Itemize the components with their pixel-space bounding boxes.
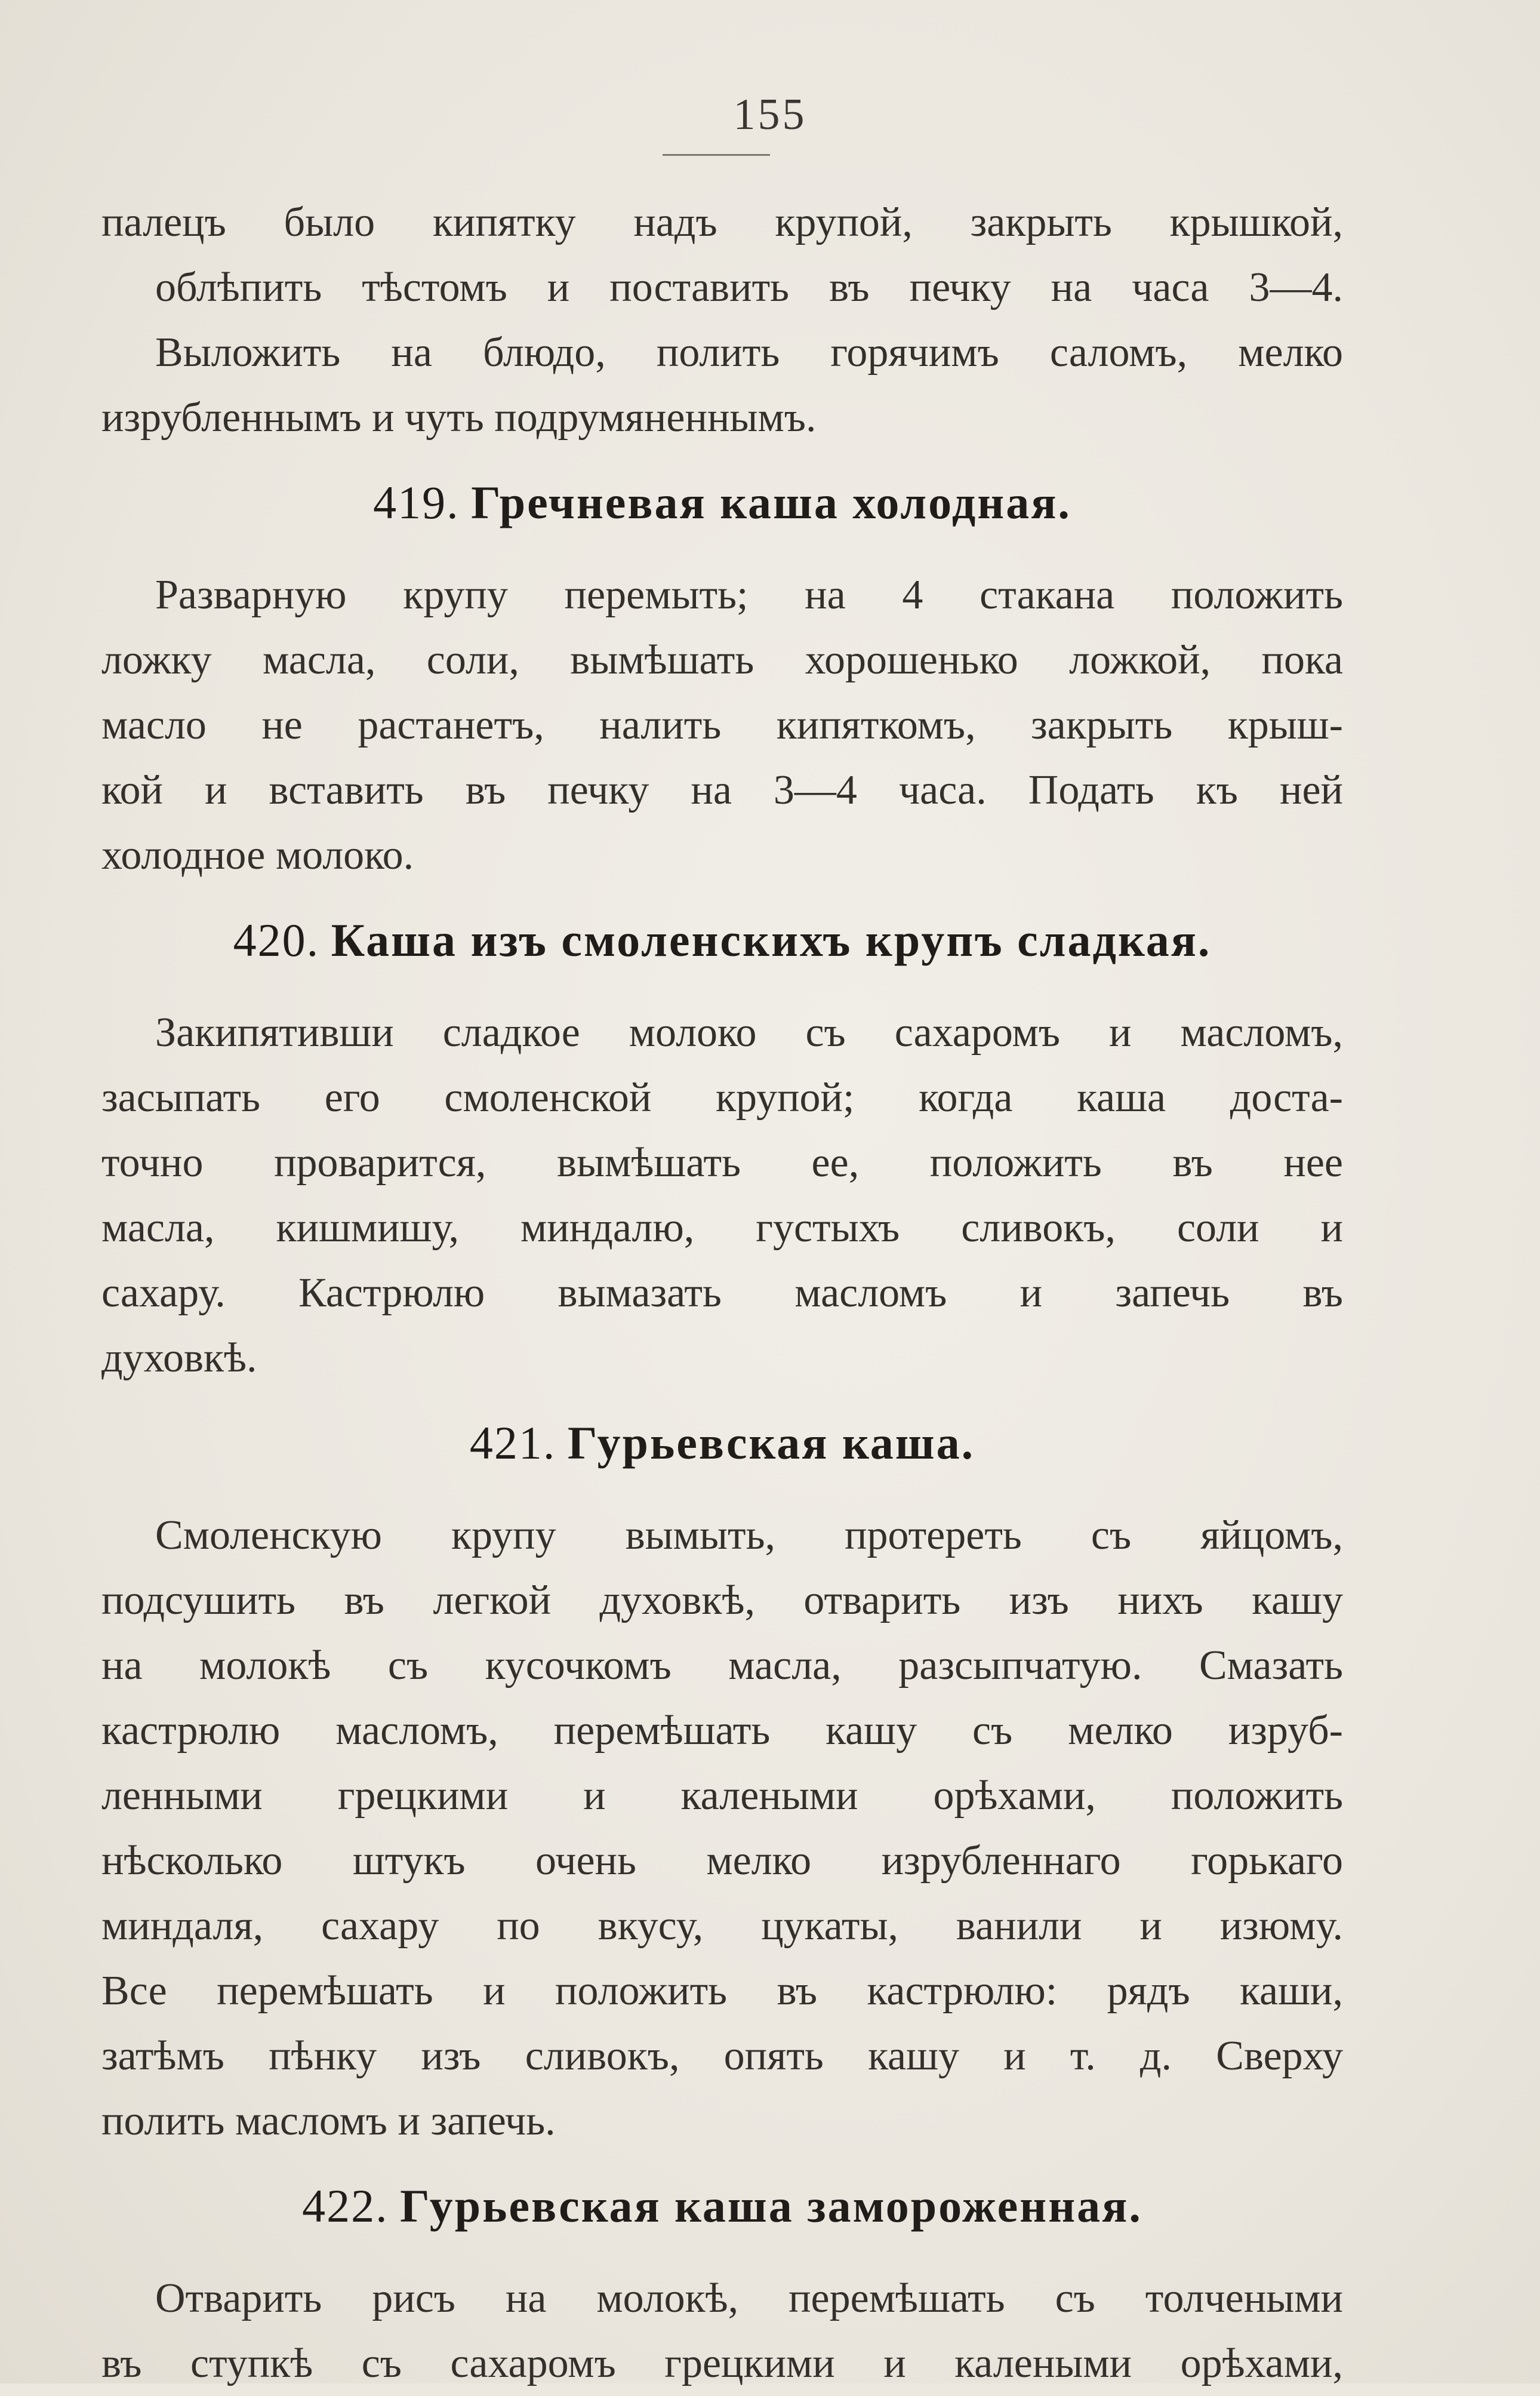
recipe-line: сахару. Кастрюлю вымазать масломъ и запечь въ (101, 1270, 1343, 1316)
intro-line: облѣпить тѣстомъ и поставить въ печку на часа 3—4. (155, 264, 1343, 310)
recipe-line: затѣмъ пѣнку изъ сливокъ, опять кашу и т. д. Сверху (101, 2033, 1343, 2079)
recipe-number: 419. (373, 476, 460, 528)
recipe-heading-422 (101, 2172, 1343, 2241)
recipe-line: Все перемѣшать и положить въ кастрюлю: рядъ каши, (101, 1968, 1343, 2014)
intro-line: изрубленнымъ и чуть подрумяненнымъ. (101, 395, 817, 441)
recipe-body-421 (101, 1503, 1343, 2154)
intro-line: палецъ было кипятку надъ крупой, закрыть крышкой, (101, 199, 1343, 245)
intro-paragraph (101, 190, 1343, 450)
recipe-body-420 (101, 1000, 1343, 1391)
recipe-heading-421 (101, 1408, 1343, 1478)
recipe-line: ленными грецкими и калеными орѣхами, положить (101, 1773, 1343, 1819)
recipe-title: Гурьевская каша замороженная. (400, 2180, 1142, 2232)
page-content (101, 190, 1343, 2396)
recipe-line: засыпать его смоленской крупой; когда каша доста- (101, 1075, 1343, 1121)
recipe-body-419 (101, 562, 1343, 888)
recipe-heading-420 (101, 906, 1343, 975)
recipe-line: масло не растанетъ, налить кипяткомъ, закрыть крыш- (101, 702, 1343, 748)
recipe-title: Гречневая каша холодная. (471, 476, 1071, 528)
recipe-line: подсушить въ легкой духовкѣ, отварить изъ нихъ кашу (101, 1577, 1343, 1623)
recipe-line: холодное молоко. (101, 832, 414, 878)
recipe-heading-419 (101, 468, 1343, 537)
recipe-number: 420. (233, 914, 320, 966)
recipe-line: точно проварится, вымѣшать ее, положить въ нее (101, 1140, 1343, 1186)
recipe-line: духовкѣ. (101, 1335, 257, 1381)
recipe-line: Разварную крупу перемыть; на 4 стакана положить (155, 572, 1343, 618)
page-number-rule (663, 154, 770, 156)
recipe-number: 422. (302, 2180, 389, 2232)
recipe-title: Гурьевская каша. (567, 1417, 975, 1469)
recipe-number: 421. (469, 1417, 556, 1469)
recipe-line: Отварить рисъ на молокѣ, перемѣшать съ толчеными (155, 2275, 1343, 2321)
recipe-line: кой и вставить въ печку на 3—4 часа. Подать къ ней (101, 767, 1343, 813)
recipe-line: нѣсколько штукъ очень мелко изрубленнаго горькаго (101, 1838, 1343, 1884)
page-number: 155 (733, 90, 807, 139)
recipe-body-422 (101, 2266, 1343, 2396)
recipe-line: миндаля, сахару по вкусу, цукаты, ванили и изюму. (101, 1903, 1343, 1949)
recipe-line: Смоленскую крупу вымыть, протереть съ яйцомъ, (155, 1512, 1343, 1558)
recipe-line: Закипятивши сладкое молоко съ сахаромъ и масломъ, (155, 1010, 1343, 1056)
recipe-line: масла, кишмишу, миндалю, густыхъ сливокъ, соли и (101, 1205, 1343, 1251)
recipe-title: Каша изъ смоленскихъ крупъ сладкая. (331, 914, 1212, 966)
recipe-line: кастрюлю масломъ, перемѣшать кашу съ мелко изруб- (101, 1708, 1343, 1754)
recipe-line: въ ступкѣ съ сахаромъ грецкими и калеными орѣхами, (101, 2340, 1343, 2386)
recipe-line: ложку масла, соли, вымѣшать хорошенько ложкой, пока (101, 637, 1343, 683)
recipe-line: полить масломъ и запечь. (101, 2098, 556, 2144)
intro-line: Выложить на блюдо, полить горячимъ саломъ, мелко (155, 330, 1343, 376)
recipe-line: на молокѣ съ кусочкомъ масла, разсыпчатую. Смазать (101, 1643, 1343, 1688)
